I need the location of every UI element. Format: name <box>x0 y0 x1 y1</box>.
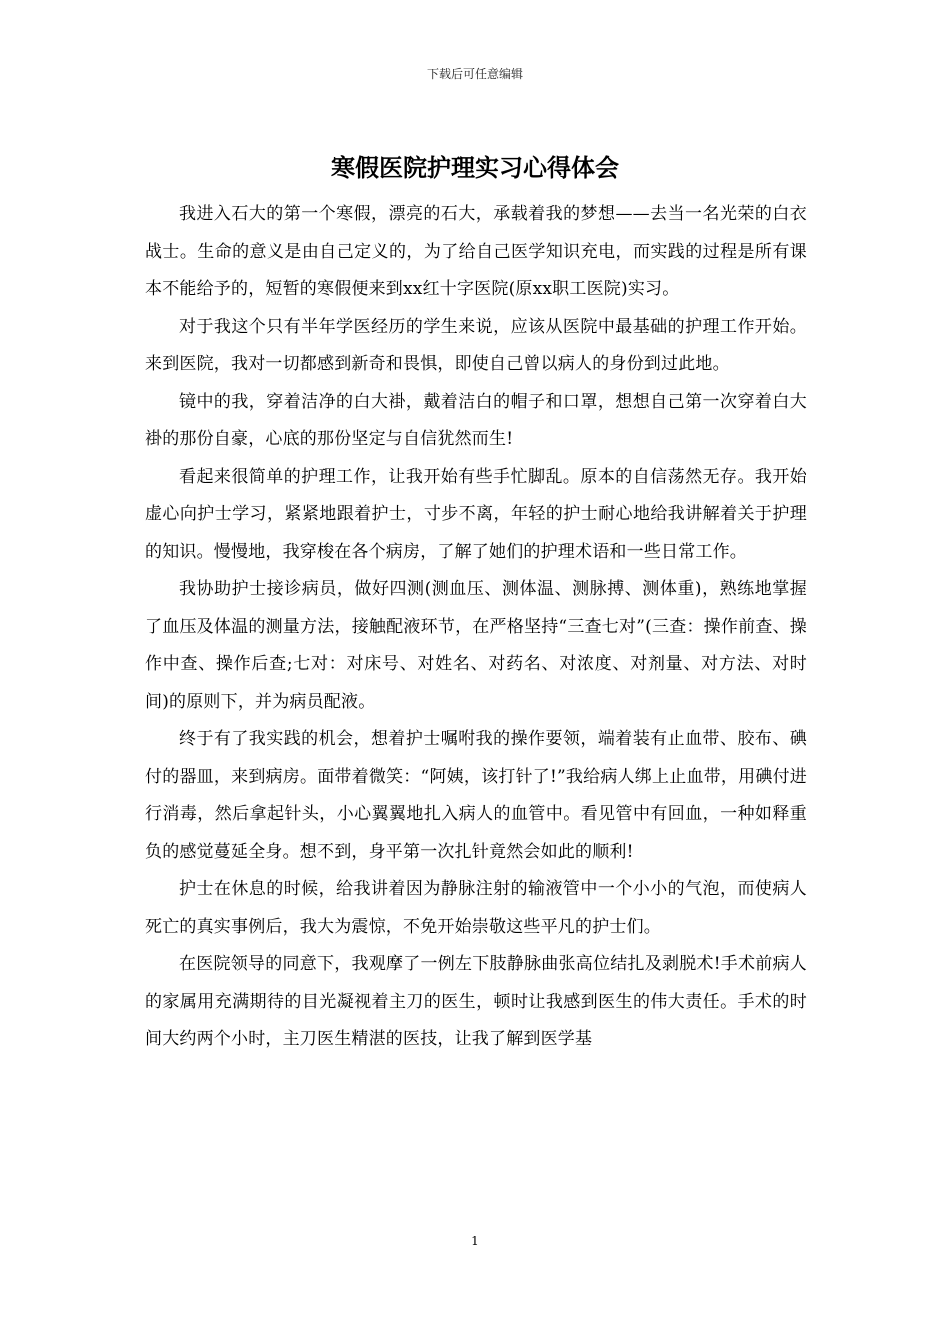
page-number: 1 <box>471 1234 479 1248</box>
document-body <box>145 196 807 1059</box>
paragraph: 看起来很简单的护理工作，让我开始有些手忙脚乱。原本的自信荡然无存。我开始虚心向护士学习，紧紧地跟着护士，寸步不离，年轻的护士耐心地给我讲解着关于护理的知识。慢慢地，我穿梭在各个病房，了解了她们的护理术语和一些日常工作。 <box>145 466 807 562</box>
paragraph: 镜中的我，穿着洁净的白大褂，戴着洁白的帽子和口罩，想想自己第一次穿着白大褂的那份自豪，心底的那份坚定与自信犹然而生! <box>145 391 807 449</box>
paragraph: 我协助护士接诊病员，做好四测(测血压、测体温、测脉搏、测体重)，熟练地掌握了血压及体温的测量方法，接触配液环节，在严格坚持“三查七对”(三查：操作前查、操作中查、操作后查;七对：对床号、对姓名、对药名、对浓度、对剂量、对方法、对时间)的原则下，并为病员配液。 <box>145 579 807 712</box>
document-title: 寒假医院护理实习心得体会 <box>331 153 619 182</box>
paragraph: 终于有了我实践的机会，想着护士嘱咐我的操作要领，端着装有止血带、胶布、碘付的器皿，来到病房。面带着微笑：“阿姨，该打针了!”我给病人绑上止血带，用碘付进行消毒，然后拿起针头，小心翼翼地扎入病人的血管中。看见管中有回血，一种如释重负的感觉蔓延全身。想不到，身平第一次扎针竟然会如此的顺利! <box>145 729 807 862</box>
paragraph: 护士在休息的时候，给我讲着因为静脉注射的输液管中一个小小的气泡，而使病人死亡的真实事例后，我大为震惊，不免开始崇敬这些平凡的护士们。 <box>145 879 807 937</box>
header-note: 下载后可任意编辑 <box>426 67 523 81</box>
paragraph: 对于我这个只有半年学医经历的学生来说，应该从医院中最基础的护理工作开始。来到医院，我对一切都感到新奇和畏惧，即使自己曾以病人的身份到过此地。 <box>145 316 807 374</box>
paragraph: 在医院领导的同意下，我观摩了一例左下肢静脉曲张高位结扎及剥脱术!手术前病人的家属用充满期待的目光凝视着主刀的医生，顿时让我感到医生的伟大责任。手术的时间大约两个小时，主刀医生精湛的医技，让我了解到医学基 <box>145 954 807 1049</box>
paragraph: 我进入石大的第一个寒假，漂亮的石大，承载着我的梦想——去当一名光荣的白衣战士。生命的意义是由自己定义的，为了给自己医学知识充电，而实践的过程是所有课本不能给予的，短暂的寒假便来到xx红十字医院(原xx职工医院)实习。 <box>145 204 807 299</box>
